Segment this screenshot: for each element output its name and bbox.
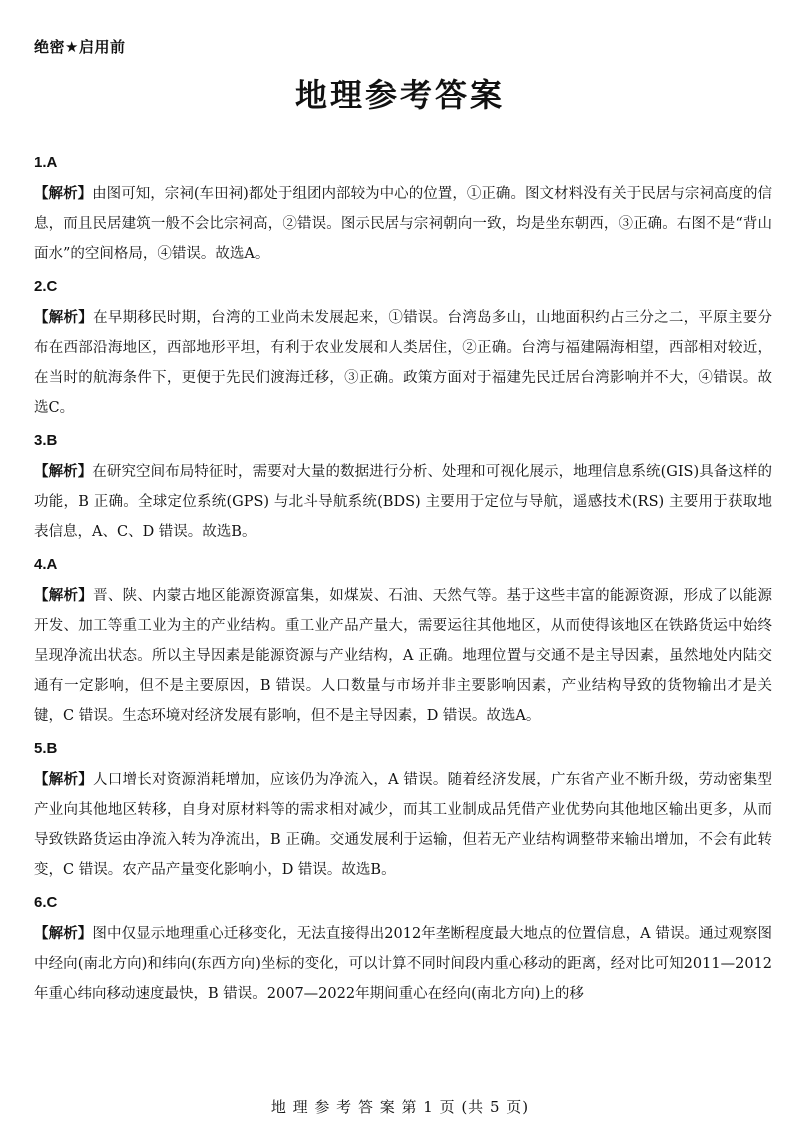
answer-explanation (34, 457, 772, 547)
page-footer: 地 理 参 考 答 案 第 1 页 (共 5 页) (270, 1098, 530, 1116)
question-number: 6.C (34, 894, 58, 911)
answer-explanation (34, 303, 772, 423)
answer-item-4 (34, 555, 772, 731)
answer-item-3 (34, 431, 772, 547)
question-number: 1.A (34, 154, 58, 171)
question-number: 4.A (34, 556, 58, 573)
explanation-text: 晋、陕、内蒙古地区能源资源富集，如煤炭、石油、天然气等。基于这些丰富的能源资源，形成了以能源开发、加工等重工业为主的产业结构。重工业产品产量大，需要运往其他地区，从而使得该地区在铁路货运中始终呈现净流出状态。所以主导因素是能源资源与产业结构，A 正确。地理位置与交通不是主导因素，虽然地处内陆交通有一定影响，但不是主要原因，B 错误。人口数量与市场并非主要影响因素，产业结构导致的货物输出才是关键，C 错误。生态环境对经济发展有影响，但不是主导因素，D 错误。故选A。 (34, 588, 772, 724)
question-number: 3.B (34, 432, 58, 449)
answer-list (34, 145, 772, 1017)
explanation-text: 在早期移民时期，台湾的工业尚未发展起来，①错误。台湾岛多山，山地面积约占三分之二，平原主要分布在西部沿海地区，西部地形平坦，有利于农业发展和人类居住，②正确。台湾与福建隔海相望，西部相对较近，在当时的航海条件下，更便于先民们渡海迁移，③正确。政策方面对于福建先民迁居台湾影响并不大，④错误。故选C。 (34, 310, 772, 416)
answer-explanation (34, 765, 772, 885)
answer-explanation (34, 179, 772, 269)
page-title: 地理参考答案 (294, 76, 505, 114)
explanation-tag: 【解析】 (34, 463, 93, 480)
explanation-tag: 【解析】 (34, 309, 94, 326)
answer-explanation (34, 581, 772, 731)
confidential-mark: 绝密★启用前 (34, 38, 126, 56)
answer-item-6 (34, 893, 772, 1009)
answer-item-2 (34, 277, 772, 423)
explanation-tag: 【解析】 (34, 771, 94, 788)
question-number: 5.B (34, 740, 58, 757)
explanation-text: 由图可知，宗祠(车田祠)都处于组团内部较为中心的位置，①正确。图文材料没有关于民居与宗祠高度的信息，而且民居建筑一般不会比宗祠高，②错误。图示民居与宗祠朝向一致，均是坐东朝西，③正确。右图不是“背山面水”的空间格局，④错误。故选A。 (34, 186, 773, 262)
answer-explanation (34, 919, 772, 1009)
answer-item-1 (34, 153, 772, 269)
explanation-tag: 【解析】 (34, 587, 94, 604)
answer-item-5 (34, 739, 772, 885)
explanation-tag: 【解析】 (34, 925, 93, 942)
explanation-text: 图中仅显示地理重心迁移变化，无法直接得出2012年垄断程度最大地点的位置信息，A 错误。通过观察图中经向(南北方向)和纬向(东西方向)坐标的变化，可以计算不同时间段内重心移动的距离，经对比可知2011—2012年重心纬向移动速度最快，B 错误。2007—2022年期间重心在经向(南北方向)上的移 (34, 926, 773, 1002)
explanation-text: 在研究空间布局特征时，需要对大量的数据进行分析、处理和可视化展示，地理信息系统(GIS)具备这样的功能，B 正确。全球定位系统(GPS) 与北斗导航系统(BDS) 主要用于定位与导航，遥感技术(RS) 主要用于获取地表信息，A、C、D 错误。故选B。 (34, 464, 773, 540)
question-number: 2.C (34, 278, 58, 295)
explanation-text: 人口增长对资源消耗增加，应该仍为净流入，A 错误。随着经济发展，广东省产业不断升级，劳动密集型产业向其他地区转移，自身对原材料等的需求相对减少，而其工业制成品凭借产业优势向其他地区输出更多，从而导致铁路货运由净流入转为净流出，B 正确。交通发展利于运输，但若无产业结构调整带来输出增加，不会有此转变，C 错误。农产品产量变化影响小，D 错误。故选B。 (34, 772, 772, 878)
explanation-tag: 【解析】 (34, 185, 93, 202)
